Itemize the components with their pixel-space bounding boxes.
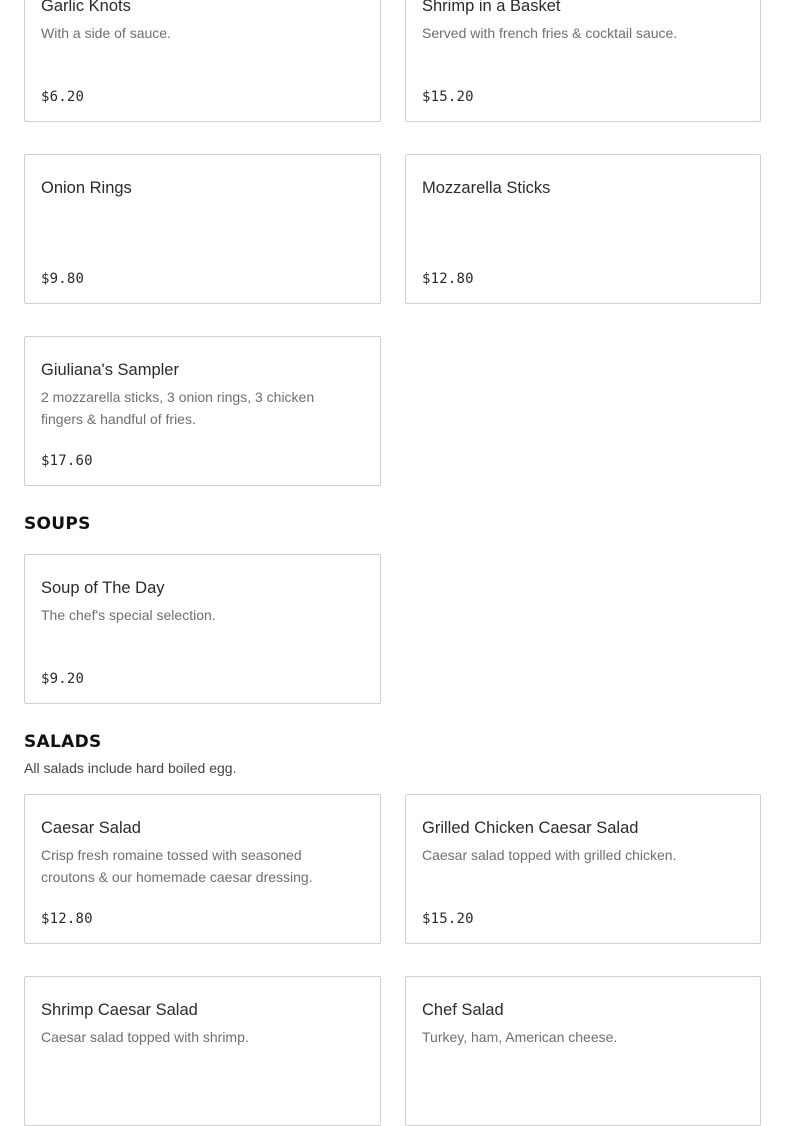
- menu-item-card[interactable]: [24, 154, 381, 304]
- menu-item-description: Served with french fries & cocktail sauce.: [422, 25, 678, 41]
- menu-item-name: Grilled Chicken Caesar Salad: [422, 819, 639, 837]
- menu-item-description: The chef's special selection.: [41, 607, 216, 623]
- menu-item-description: With a side of sauce.: [41, 25, 171, 41]
- menu-item-description: Turkey, ham, American cheese.: [422, 1029, 618, 1045]
- appetizers-grid: [0, 0, 785, 486]
- menu-item-card[interactable]: [405, 154, 761, 304]
- salads-section-header: [0, 730, 785, 778]
- menu-item-price: $15.20: [422, 911, 474, 927]
- menu-item-name: Soup of The Day: [41, 579, 165, 597]
- menu-item-name: Chef Salad: [422, 1001, 504, 1019]
- section-note-salads: All salads include hard boiled egg.: [24, 760, 237, 776]
- menu-item-name: Mozzarella Sticks: [422, 179, 551, 197]
- menu-item-name: Caesar Salad: [41, 819, 141, 837]
- menu-item-name: Giuliana's Sampler: [41, 361, 179, 379]
- menu-item-card[interactable]: [24, 976, 381, 1126]
- menu-item-name: Onion Rings: [41, 179, 132, 197]
- menu-item-price: $15.20: [422, 89, 474, 105]
- menu-item-price: $17.60: [41, 453, 93, 469]
- menu-item-name: Shrimp Caesar Salad: [41, 1001, 198, 1019]
- menu-item-card[interactable]: [24, 794, 381, 944]
- salads-grid: [0, 794, 785, 1126]
- menu-item-price: $9.20: [41, 671, 85, 687]
- menu-item-price: $6.20: [41, 89, 85, 105]
- menu-item-description: Caesar salad topped with shrimp.: [41, 1029, 249, 1045]
- menu-item-name: Shrimp in a Basket: [422, 0, 561, 15]
- menu-item-card[interactable]: [24, 336, 381, 486]
- menu-item-name: Garlic Knots: [41, 0, 131, 15]
- soups-section-header: [0, 512, 785, 536]
- menu-item-description: Caesar salad topped with grilled chicken.: [422, 847, 677, 863]
- soups-grid: [0, 554, 785, 704]
- menu-item-description: Crisp fresh romaine tossed with seasoned croutons & our homemade caesar dressing.: [41, 847, 313, 885]
- menu-item-card[interactable]: [24, 554, 381, 704]
- section-title-salads: SALADS: [24, 732, 102, 752]
- menu-item-card[interactable]: [405, 976, 761, 1126]
- menu-item-price: $12.80: [41, 911, 93, 927]
- menu-item-price: $9.80: [41, 271, 85, 287]
- menu-item-card[interactable]: [405, 794, 761, 944]
- menu-item-description: 2 mozzarella sticks, 3 onion rings, 3 chicken fingers & handful of fries.: [41, 389, 315, 427]
- section-title-soups: SOUPS: [24, 514, 91, 534]
- menu-item-card[interactable]: [24, 0, 381, 122]
- menu-item-card[interactable]: [405, 0, 761, 122]
- menu-item-price: $12.80: [422, 271, 474, 287]
